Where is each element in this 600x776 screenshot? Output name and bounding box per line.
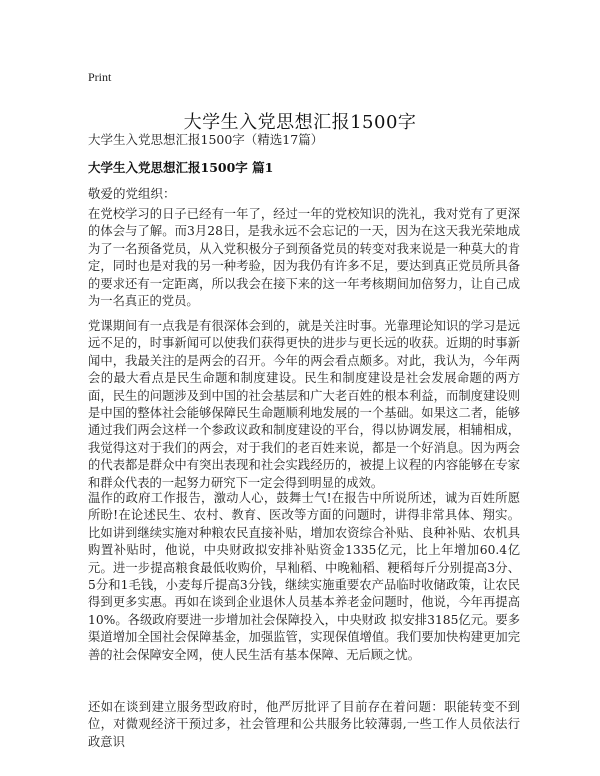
paragraph: 党课期间有一点我是有很深体会到的，就是关注时事。光靠理论知识的学习是远远不足的，时事新闻可以使我们获得更快的进步与更长远的收获。近期的时事新闻中，我最关注的是两会的召开。今年的两会看点颇多。对此，我认为，今年两会的最大看点是民生命题和制度建设。民生和制度建设是社会发展命题的两方面，民生的问题涉及到中国的社会基层和广大老百姓的根本利益，而制度建设则是中国的整体社会能够保障民生命题顺利地发展的一个基础。如果这二者，能够通过我们两会这样一个参政议政和制度建设的平台，得以协调发展，相辅相成，我觉得这对于我们的两会，对于我们的老百姓来说，都是一个好消息。因为两会的代表都是群众中有突出表现和社会实践经历的，被提上议程的内容能够在专家和群众代表的一起努力研究下一定会得到明显的成效。 (88, 319, 520, 490)
paragraph: 在党校学习的日子已经有一年了，经过一年的党校知识的洗礼，我对党有了更深的体会与了解。而3月28日，是我永远不会忘记的一天，因为在这天我光荣地成为了一名预备党员，从入党积极分子到预备党员的转变对我来说是一种莫大的肯定，同时也是对我的另一种考验，因为我仍有许多不足，要达到真正党员所具备的要求还有一定距离，所以我会在接下来的这一年考核期间加倍努力，让自己成为一名真正的党员。 (88, 207, 520, 309)
section-heading: 大学生入党思想汇报1500字 篇1 (88, 160, 274, 175)
document-subtitle: 大学生入党思想汇报1500字（精选17篇） (88, 132, 324, 147)
paragraph: 还如在谈到建立服务型政府时，他严厉批评了目前存在着问题：职能转变不到位，对微观经济干预过多，社会管理和公共服务比较薄弱,一些工作人员依法行政意识 (88, 700, 520, 749)
paragraph: 温作的政府工作报告，激动人心，鼓舞士气!在报告中所说所述，诚为百姓所愿所盼!在论述民生、农村、教育、医改等方面的问题时，讲得非常具体、翔实。比如讲到继续实施对种粮农民直接补贴，增加农资综合补贴、良种补贴、农机具购置补贴时，他说，中央财政拟安排补贴资金1335亿元，比上年增加60.4亿元。进一步提高粮食最低收购价，早籼稻、中晚籼稻、粳稻每斤分别提高3分、5分和1毛钱，小麦每斤提高3分钱，继续实施重要农产品临时收储政策，让农民得到更多实惠。再如在谈到企业退休人员基本养老金问题时，他说，今年再提高10%。各级政府要进一步增加社会保障投入，中央财政 拟安排3185亿元。要多渠道增加全国社会保障基金，加强监管，实现保值增值。我们要加快构建更加完善的社会保障安全网，使人民生活有基本保障、无后顾之忧。 (88, 491, 520, 662)
print-label: Print (88, 70, 112, 84)
page-title: 大学生入党思想汇报1500字 (183, 112, 417, 134)
salutation: 敬爱的党组织： (88, 186, 176, 201)
